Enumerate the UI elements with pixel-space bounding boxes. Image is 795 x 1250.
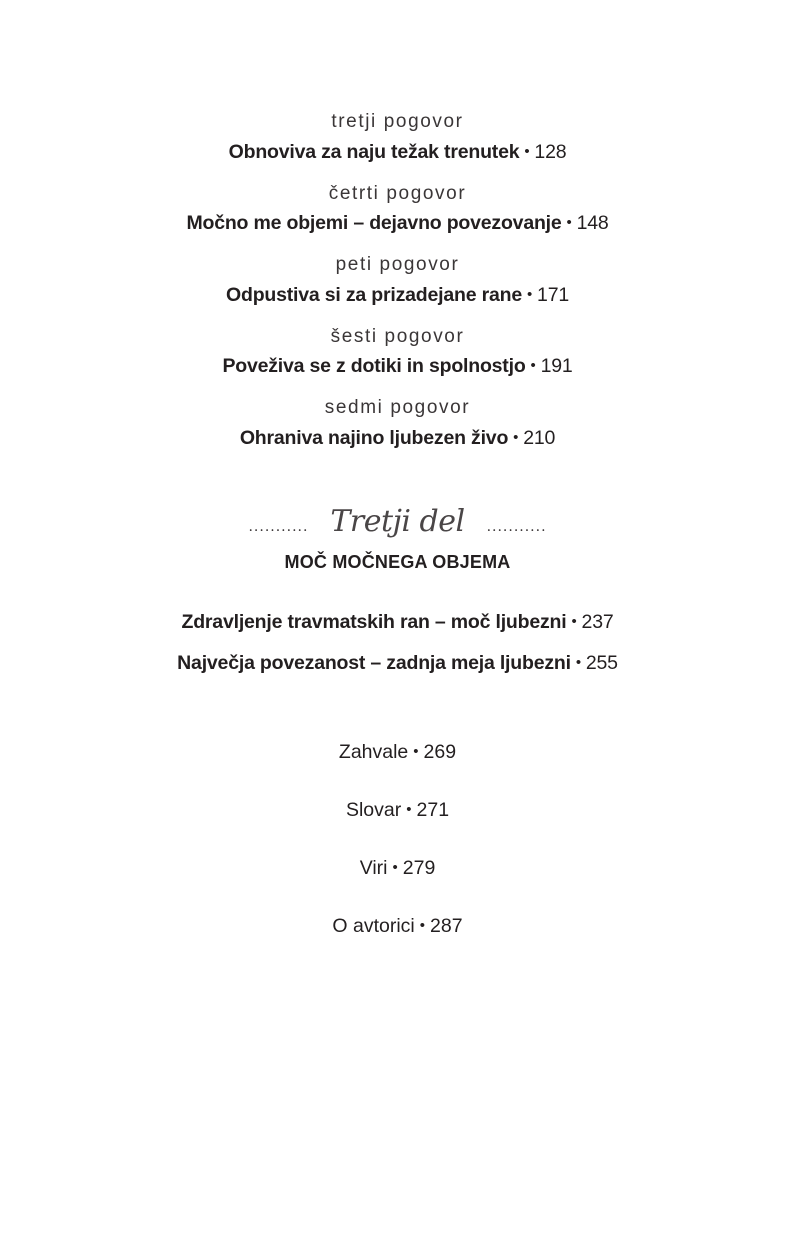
toc-entry-title: Zdravljenje travmatskih ran – moč ljubezni bbox=[181, 611, 567, 633]
back-matter-title: Zahvale bbox=[338, 741, 409, 763]
back-matter-entry[interactable] bbox=[0, 857, 795, 880]
back-matter-title: O avtorici bbox=[332, 915, 415, 937]
toc-entry-title: Ohraniva najino ljubezen živo bbox=[239, 427, 509, 449]
part-subtitle: MOČ MOČNEGA OBJEMA bbox=[284, 552, 511, 572]
toc-entry-title: Največja povezanost – zadnja meja ljubezni bbox=[177, 652, 571, 674]
toc-entry[interactable] bbox=[0, 652, 795, 675]
toc-entry[interactable] bbox=[0, 284, 795, 307]
toc-entry[interactable] bbox=[0, 355, 795, 378]
back-matter-entry[interactable] bbox=[0, 741, 795, 764]
back-matter-page: 271 bbox=[416, 799, 450, 821]
afterword-label: tretji pogovor bbox=[331, 111, 464, 132]
toc-entry-title: Obnoviva za naju težak trenutek bbox=[228, 141, 520, 163]
toc-entry[interactable] bbox=[0, 427, 795, 450]
separator-dot: • bbox=[575, 654, 581, 671]
toc-entry-page: 210 bbox=[523, 427, 556, 449]
separator-dot: • bbox=[524, 143, 530, 160]
toc-entry[interactable] bbox=[0, 212, 795, 235]
afterword-label: sedmi pogovor bbox=[324, 397, 471, 418]
toc-entry-page: 255 bbox=[585, 652, 618, 674]
separator-dot: • bbox=[392, 859, 398, 876]
back-matter-title: Viri bbox=[359, 857, 388, 879]
toc-entry-title: Odpustiva si za prizadejane rane bbox=[226, 284, 522, 306]
separator-dot: • bbox=[419, 917, 426, 934]
toc-entry-page: 148 bbox=[576, 212, 609, 234]
separator-dot: • bbox=[513, 429, 519, 446]
back-matter-page: 269 bbox=[423, 741, 457, 763]
toc-entry-page: 128 bbox=[534, 141, 567, 163]
afterword-label: četrti pogovor bbox=[328, 183, 467, 204]
dotted-rule-left: ........... bbox=[248, 519, 309, 535]
separator-dot: • bbox=[530, 357, 536, 374]
toc-entry-title: Močno me objemi – dejavno povezovanje bbox=[186, 212, 562, 234]
toc-entry-page: 237 bbox=[581, 611, 614, 633]
toc-entry-title: Poveživa se z dotiki in spolnostjo bbox=[222, 355, 526, 377]
back-matter-entry[interactable] bbox=[0, 915, 795, 938]
separator-dot: • bbox=[526, 286, 533, 303]
separator-dot: • bbox=[566, 214, 572, 231]
separator-dot: • bbox=[406, 801, 412, 818]
afterword-label: peti pogovor bbox=[335, 254, 460, 275]
back-matter-page: 279 bbox=[402, 857, 436, 879]
toc-entry-page: 191 bbox=[540, 355, 573, 377]
part-title: Tretji del bbox=[330, 503, 465, 539]
toc-entry[interactable] bbox=[0, 611, 795, 634]
back-matter-title: Slovar bbox=[345, 799, 402, 821]
toc-entry[interactable] bbox=[0, 141, 795, 164]
part-heading bbox=[0, 496, 795, 546]
back-matter-entry[interactable] bbox=[0, 799, 795, 822]
toc-entry-page: 171 bbox=[537, 284, 569, 306]
separator-dot: • bbox=[571, 613, 577, 630]
dotted-rule-right: ........... bbox=[486, 519, 547, 535]
afterword-label: šesti pogovor bbox=[330, 326, 465, 347]
back-matter-page: 287 bbox=[430, 915, 463, 937]
separator-dot: • bbox=[413, 743, 419, 760]
